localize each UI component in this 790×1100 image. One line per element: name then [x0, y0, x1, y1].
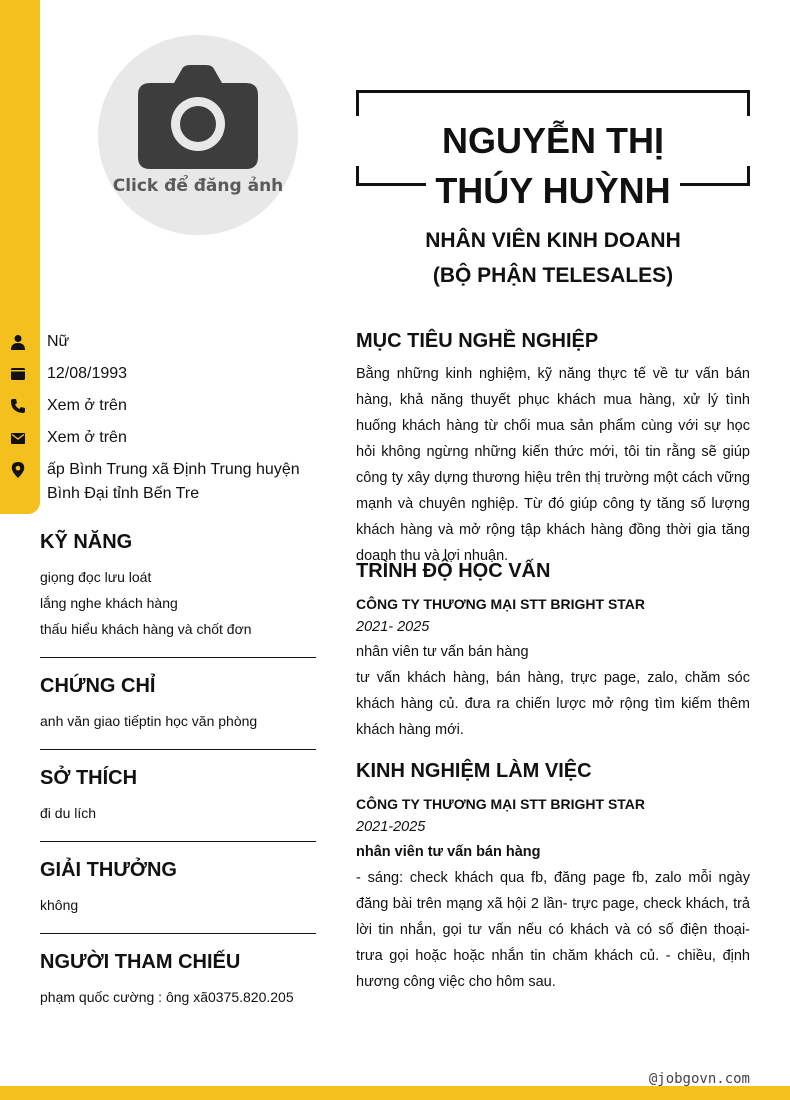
hobbies-title: SỞ THÍCH [40, 767, 138, 789]
accent-footer-bar [0, 1086, 790, 1100]
experience-role: nhân viên tư vấn bán hàng [356, 844, 541, 860]
person-icon [10, 334, 26, 350]
job-title-line-2: (BỘ PHẬN TELESALES) [432, 264, 674, 287]
skill-item: lắng nghe khách hàng [40, 595, 178, 611]
certificates-text: anh văn giao tiếptin học văn phòng [40, 713, 258, 729]
birthdate-value: 12/08/1993 [47, 365, 128, 382]
experience-company: CÔNG TY THƯƠNG MẠI STT BRIGHT STAR [356, 796, 646, 812]
section-divider [40, 749, 316, 750]
name-line-2: THÚY HUỲNH [429, 166, 676, 216]
photo-upload[interactable] [98, 35, 298, 235]
calendar-icon [10, 366, 26, 382]
hobbies-text: đi du lích [40, 805, 97, 821]
experience-period: 2021-2025 [356, 819, 426, 835]
objective-text: Bằng những kinh nghiệm, kỹ năng thực tế về tư vấn bán hàng, khả năng thuyết phục khách mua hàng, xử lý tình huống khách hàng từ chối mua sản phẩm cùng với sự học hỏi không ngừng những kiến thức mới, tôi tin rằng sẽ giúp công ty xây dựng thương hiệu trên thị trường một cách vững mạnh và chuyên nghiệp. Từ đó giúp công ty tăng số lượng khách hàng và mở rộng tập khách hàng đồng thời gia tăng doanh thu và lợi nhuận. [356, 366, 750, 564]
section-divider [40, 657, 316, 658]
education-title: TRÌNH ĐỘ HỌC VẤN [356, 560, 551, 582]
section-divider [40, 841, 316, 842]
objective-title: MỤC TIÊU NGHỀ NGHIỆP [356, 330, 599, 352]
gender-value: Nữ [47, 333, 70, 350]
skills-list [40, 564, 316, 642]
section-divider [40, 933, 316, 934]
awards-text: không [40, 897, 79, 913]
email-icon [10, 430, 26, 446]
experience-description: - sáng: check khách qua fb, đăng page fb, zalo mỗi ngày đăng bài trên mạng xã hội 2 lần- trực page, check khách, trả lời tin nhắn, gọi tư vấn nếu có khách và có số điện thoại- trưa gọi hoặc hoặc nhắn tin chăm khách củ. - chiều, định hương công việc cho hôm sau. [356, 870, 750, 990]
education-role: nhân viên tư vấn bán hàng [356, 644, 529, 660]
watermark: @jobgovn.com [648, 1071, 750, 1087]
skills-title: KỸ NĂNG [40, 531, 133, 553]
education-company: CÔNG TY THƯƠNG MẠI STT BRIGHT STAR [356, 596, 646, 612]
address-value: ấp Bình Trung xã Định Trung huyện Bình Đại tỉnh Bến Tre [47, 461, 300, 502]
job-title-line-1: NHÂN VIÊN KINH DOANH [425, 229, 681, 252]
references-title: NGƯỜI THAM CHIẾU [40, 951, 241, 973]
email-value: Xem ở trên [47, 429, 127, 446]
references-text: phạm quốc cường : ông xã0375.820.205 [40, 989, 294, 1005]
experience-title: KINH NGHIỆM LÀM VIỆC [356, 760, 592, 782]
phone-icon [10, 398, 26, 414]
job-title [356, 223, 750, 293]
name-line-1: NGUYỄN THỊ [356, 116, 750, 166]
phone-value: Xem ở trên [47, 397, 127, 414]
candidate-name [356, 116, 750, 216]
awards-title: GIẢI THƯỞNG [40, 859, 177, 881]
skill-item: giọng đọc lưu loát [40, 569, 152, 585]
certificates-title: CHỨNG CHỈ [40, 675, 156, 697]
photo-upload-label: Click để đăng ảnh [112, 176, 284, 196]
skill-item: thấu hiểu khách hàng và chốt đơn [40, 621, 252, 637]
camera-icon [138, 65, 258, 169]
education-description: tư vấn khách hàng, bán hàng, trực page, zalo, chăm sóc khách hàng củ. đưa ra chiến lược mở rộng tìm kiếm thêm khách hàng mới. [356, 670, 750, 738]
education-period: 2021- 2025 [356, 619, 430, 635]
location-pin-icon [10, 462, 26, 478]
